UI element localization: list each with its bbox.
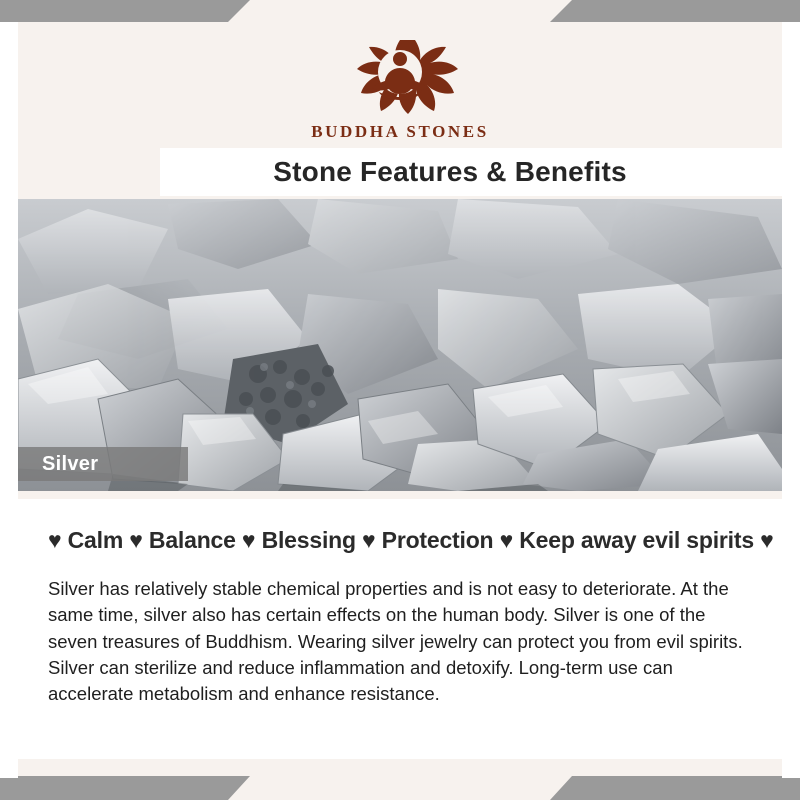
content-card [18,499,782,759]
page-title: Stone Features & Benefits [273,156,627,187]
corner-decoration-bottom-left [0,776,250,800]
benefits-list: ♥ Calm ♥ Balance ♥ Blessing ♥ Protection ♥ Keep away evil spirits ♥ [48,527,774,553]
brand-logo [0,26,800,142]
stone-name-badge [18,447,188,481]
hero-image [18,199,782,491]
lotus-meditation-figure-icon [315,26,485,118]
stone-name: Silver [42,452,99,475]
title-banner [160,148,800,196]
corner-decoration-top-left [0,0,250,22]
description-text: Silver has relatively stable chemical properties and is not easy to deteriorate. At the same time, silver also has certain effects on the human body. Silver is one of the seven treasures of Buddhism. Wearing silver jewelry can protect you from evil spirits. Silver can sterilize and reduce inflammation and detoxify. Long-term use can accelerate metabolism and enhance resistance. [48,578,743,705]
brand-name: BUDDHA STONES [311,122,489,141]
corner-decoration-bottom-right [550,776,800,800]
corner-decoration-top-right [550,0,800,22]
